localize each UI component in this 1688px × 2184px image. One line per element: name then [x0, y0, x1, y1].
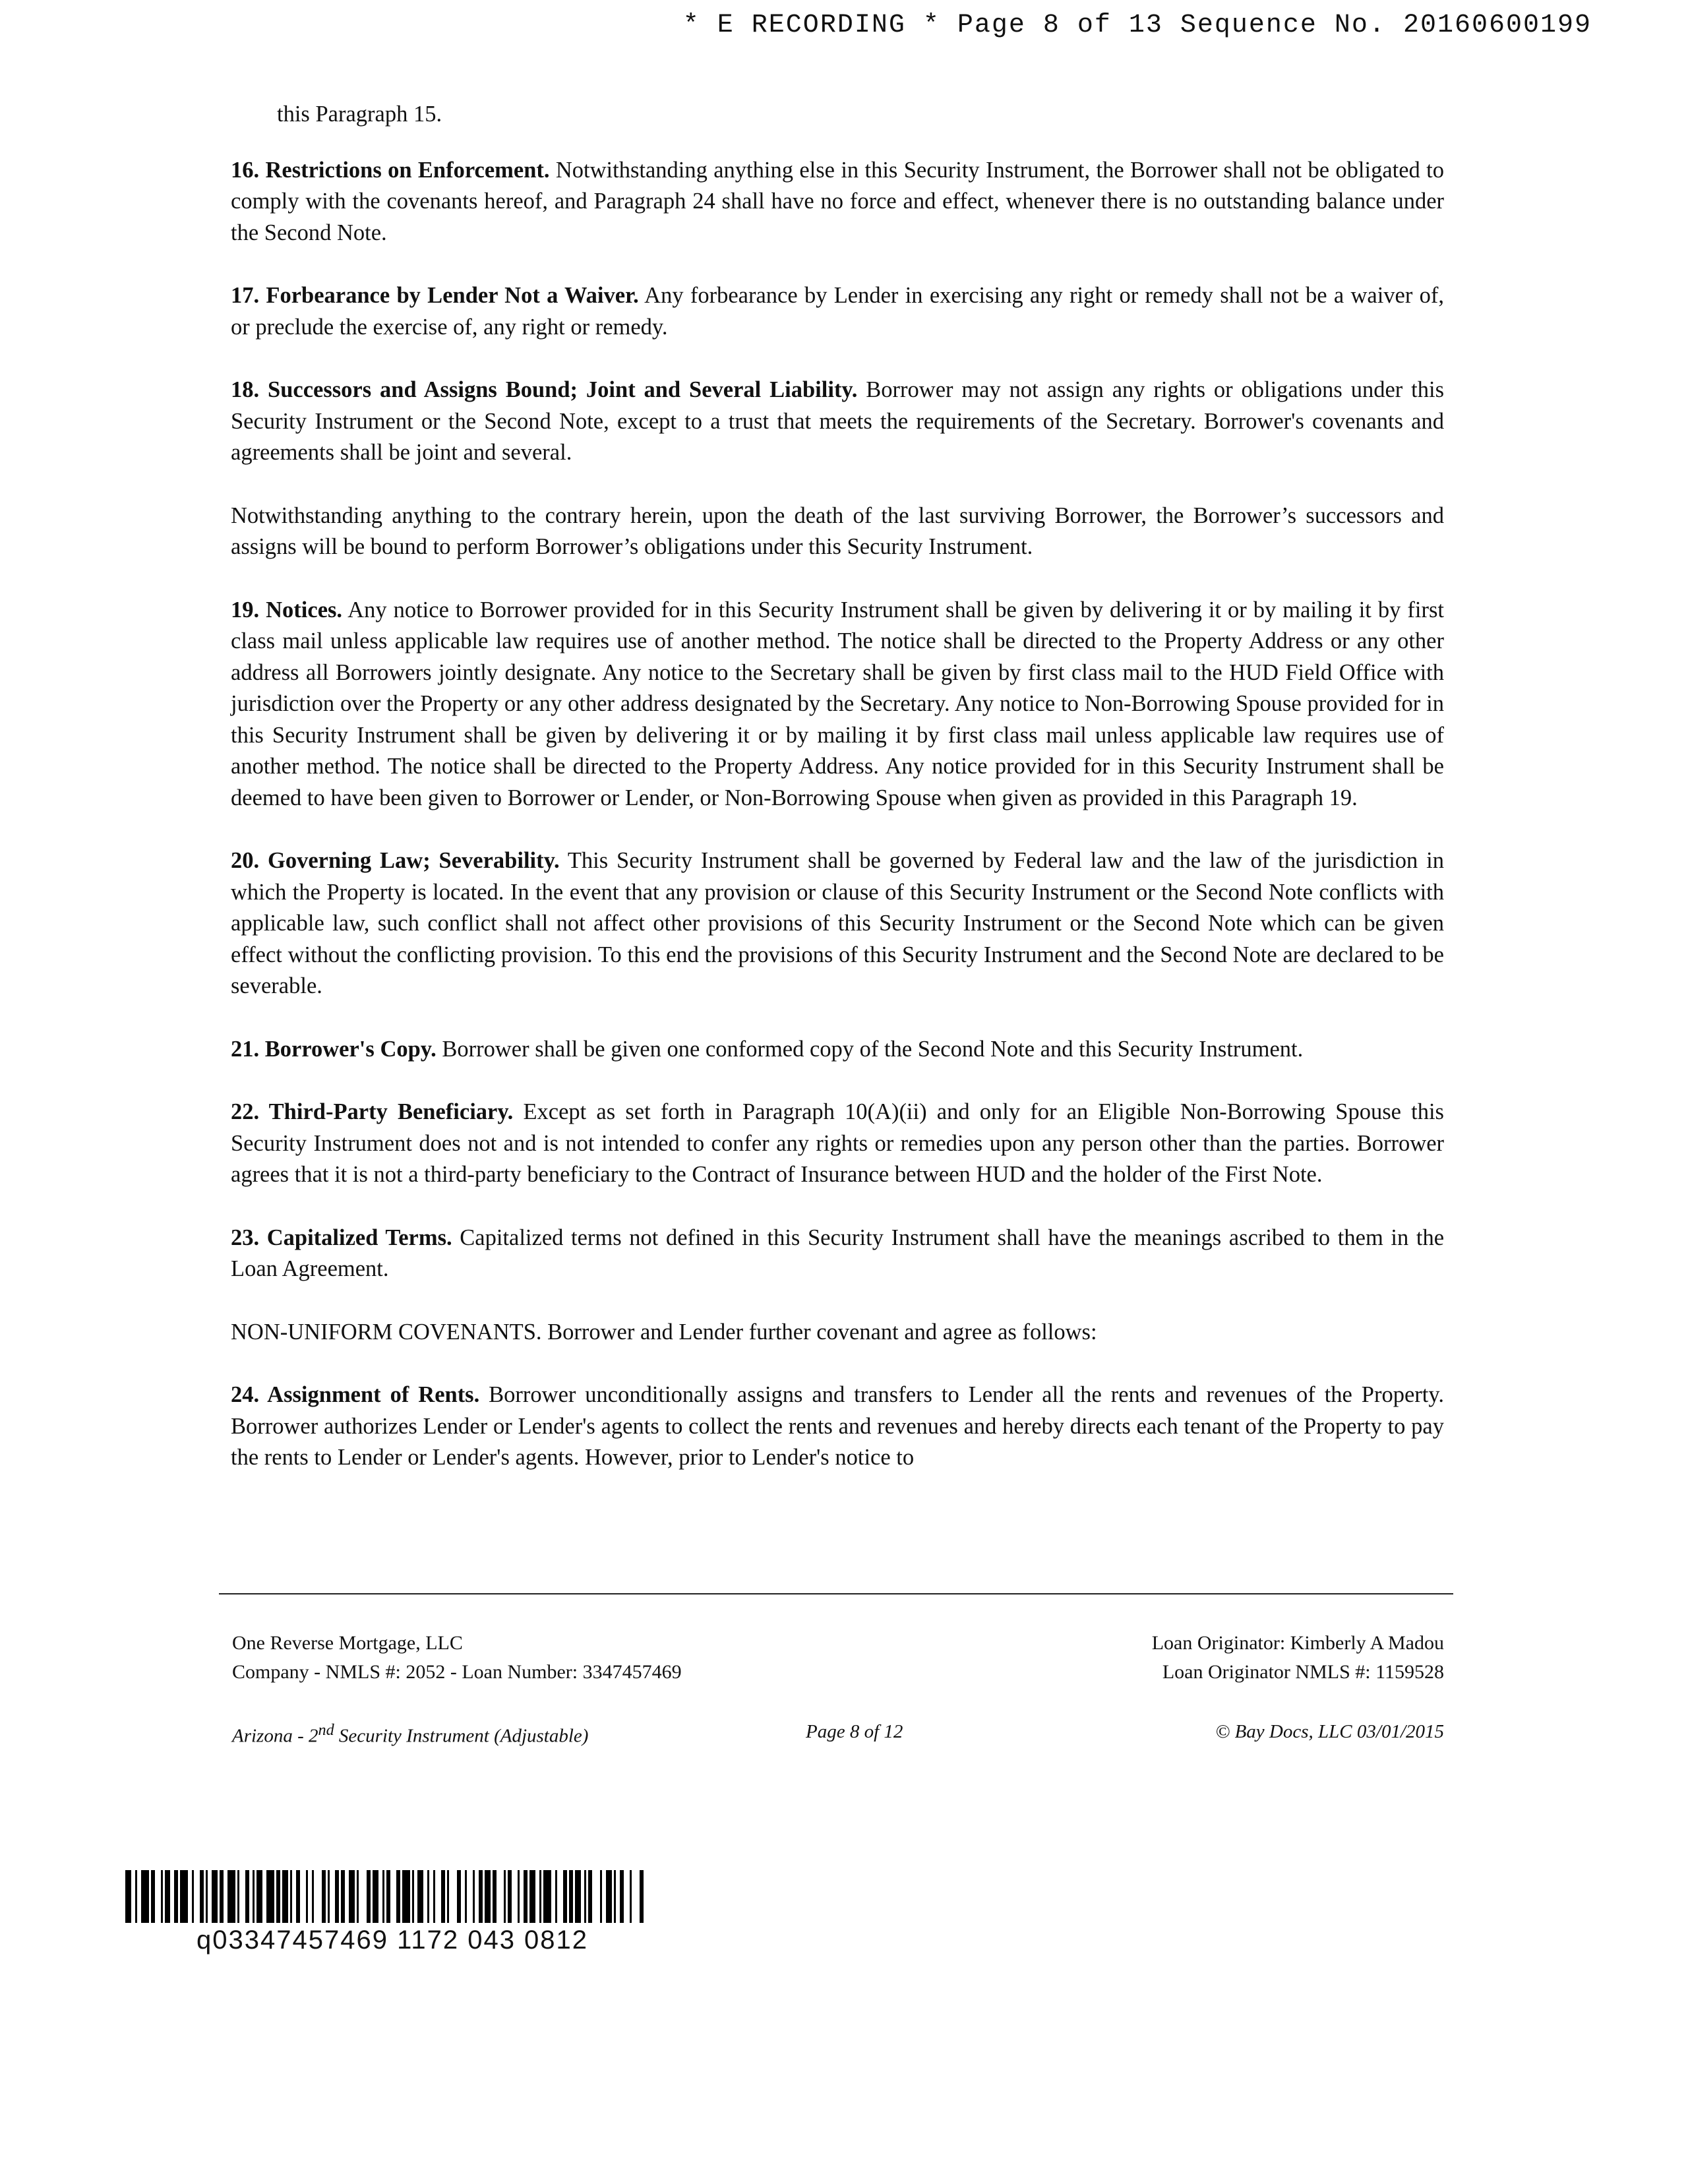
form-name: Arizona - 2nd Security Instrument (Adjustable): [232, 1721, 589, 1747]
company-nmls: Company - NMLS #: 2052 - Loan Number: 3347457469: [232, 1661, 682, 1683]
barcode-bar: [266, 1870, 274, 1923]
barcode-number: q03347457469 1172 043 0812: [196, 1926, 589, 1955]
barcode-bar: [155, 1870, 161, 1923]
barcode-bar: [390, 1870, 396, 1923]
barcode-bar: [624, 1870, 630, 1923]
barcode-bar: [125, 1870, 131, 1923]
barcode-bar: [359, 1870, 367, 1923]
barcode-bar: [575, 1870, 581, 1923]
paragraph-19: 19. Notices. Any notice to Borrower provided for in this Security Instrument shall be given by delivering it or by mailing it by first class mail unless applicable law requires use of another method. The notice shall be directed to the Property Address or any other address all Borrowers jointly designate. Any notice to the Secretary shall be given by first class mail to the HUD Field Office with jurisdiction over the Property or any other address designated by the Secretary. Any notice to Non-Borrowing Spouse provided for in this Security Instrument shall be given by delivering it or by mailing it by first class mail unless applicable law requires use of another method. The notice shall be directed to the Property Address. Any notice provided for in this Security Instrument shall be deemed to have been given to Borrower or Lender, or Non-Borrowing Spouse when given as provided in this Paragraph 19.: [231, 597, 1444, 810]
barcode-bar: [417, 1870, 423, 1923]
recording-header: * E RECORDING * Page 8 of 13 Sequence No. 20160600199: [682, 11, 1592, 40]
barcode-bar: [227, 1870, 235, 1923]
barcode-bar: [239, 1870, 245, 1923]
footer-originator: [1152, 1629, 1444, 1687]
barcode-bar: [497, 1870, 504, 1923]
barcode-bar: [644, 1870, 646, 1923]
barcode-bar: [141, 1870, 149, 1923]
paragraph-21: 21. Borrower's Copy. Borrower shall be given one conformed copy of the Second Note and this Security Instrument.: [231, 1036, 1304, 1062]
paragraph-23: 23. Capitalized Terms. Capitalized terms not defined in this Security Instrument shall have the meanings ascribed to them in the Loan Agreement.: [231, 1225, 1445, 1281]
non-uniform-covenants: NON-UNIFORM COVENANTS. Borrower and Lender further covenant and agree as follows:: [231, 1319, 1097, 1345]
barcode-bar: [373, 1870, 378, 1923]
paragraph-20: 20. Governing Law; Severability. This Security Instrument shall be governed by Federal law and the law of the jurisdiction in which the Property is located. In the event that any provision or clause of this Security Instrument or the Second Note conflicts with applicable law, such conflict shall not affect other provisions of this Security Instrument or the Second Note which can be given effect without the conflicting provision. To this end the provisions of this Security Instrument and the Second Note are declared to be severable.: [231, 848, 1444, 998]
barcode-bar: [194, 1870, 200, 1923]
barcode-bar: [606, 1870, 612, 1923]
footer-divider: [219, 1593, 1453, 1594]
barcode-bar: [557, 1870, 563, 1923]
paragraph-16: 16. Restrictions on Enforcement. Notwithstanding anything else in this Security Instrument, the Borrower shall not be obligated to comply with the covenants hereof, and Paragraph 24 shall have no force and effect, whenever there is no outstanding balance under the Second Note.: [231, 157, 1444, 245]
paragraph-title: 19. Notices.: [231, 597, 343, 622]
paragraph-title: 18. Successors and Assigns Bound; Joint and Several Liability.: [231, 377, 858, 402]
paragraph-24: 24. Assignment of Rents. Borrower unconditionally assigns and transfers to Lender all the rents and revenues of the Property. Borrower authorizes Lender or Lender's agents to collect the rents and revenues and hereby directs each tenant of the Property to pay the rents to Lender or Lender's agents. However, prior to Lender's notice to: [231, 1382, 1444, 1470]
barcode-bar: [212, 1870, 218, 1923]
page-number: Page 8 of 12: [806, 1721, 903, 1742]
paragraph-title: 23. Capitalized Terms.: [231, 1225, 452, 1250]
barcode-bar: [543, 1870, 551, 1923]
paragraph-18: 18. Successors and Assigns Bound; Joint and Several Liability. Borrower may not assign any rights or obligations under this Security Instrument or the Second Note, except to a trust that meets the requirements of the Secretary. Borrower's covenants and agreements shall be joint and several.: [231, 377, 1444, 465]
barcode-bar: [349, 1870, 355, 1923]
barcode-bar: [314, 1870, 322, 1923]
paragraph-title: 22. Third-Party Beneficiary.: [231, 1099, 514, 1124]
company-name: One Reverse Mortgage, LLC: [232, 1632, 463, 1654]
paragraph-continuation: this Paragraph 15.: [277, 102, 442, 127]
barcode-bar: [180, 1870, 188, 1923]
paragraph-title: 16. Restrictions on Enforcement.: [231, 157, 550, 183]
paragraph-22: 22. Third-Party Beneficiary. Except as set forth in Paragraph 10(A)(ii) and only for an Eligible Non-Borrowing Spouse this Security Instrument does not and is not intended to confer any rights or remedies upon any person other than the parties. Borrower agrees that it is not a third-party beneficiary to the Contract of Insurance between HUD and the holder of the First Note.: [231, 1099, 1444, 1187]
footer-company: [232, 1629, 682, 1687]
barcode-bar: [256, 1870, 262, 1923]
barcode-bar: [512, 1870, 518, 1923]
barcode: [125, 1870, 646, 1923]
barcode-bar: [632, 1870, 640, 1923]
barcode-bar: [592, 1870, 600, 1923]
barcode-bar: [449, 1870, 457, 1923]
barcode-bar: [282, 1870, 288, 1923]
originator-nmls: Loan Originator NMLS #: 1159528: [1162, 1661, 1444, 1683]
barcode-bar: [485, 1870, 491, 1923]
barcode-bar: [330, 1870, 336, 1923]
barcode-bar: [435, 1870, 441, 1923]
copyright: © Bay Docs, LLC 03/01/2015: [1215, 1721, 1444, 1742]
barcode-bar: [402, 1870, 410, 1923]
paragraph-title: 21. Borrower's Copy.: [231, 1036, 437, 1062]
paragraph-title: 24. Assignment of Rents.: [231, 1382, 480, 1407]
barcode-bar: [529, 1870, 535, 1923]
originator-name: Loan Originator: Kimberly A Madou: [1151, 1632, 1444, 1654]
barcode-bar: [467, 1870, 473, 1923]
paragraph-17: 17. Forbearance by Lender Not a Waiver. Any forbearance by Lender in exercising any right or remedy shall not be a waiver of, or preclude the exercise of, any right or remedy.: [231, 283, 1444, 340]
paragraph-title: 17. Forbearance by Lender Not a Waiver.: [231, 283, 639, 308]
document-body: [231, 99, 1444, 1505]
paragraph-18-cont: Notwithstanding anything to the contrary herein, upon the death of the last surviving Borrower, the Borrower’s successors and assigns will be bound to perform Borrower’s obligations under this Security Instrument.: [231, 502, 1444, 559]
barcode-bar: [165, 1870, 171, 1923]
paragraph-title: 20. Governing Law; Severability.: [231, 848, 560, 873]
barcode-bar: [300, 1870, 306, 1923]
